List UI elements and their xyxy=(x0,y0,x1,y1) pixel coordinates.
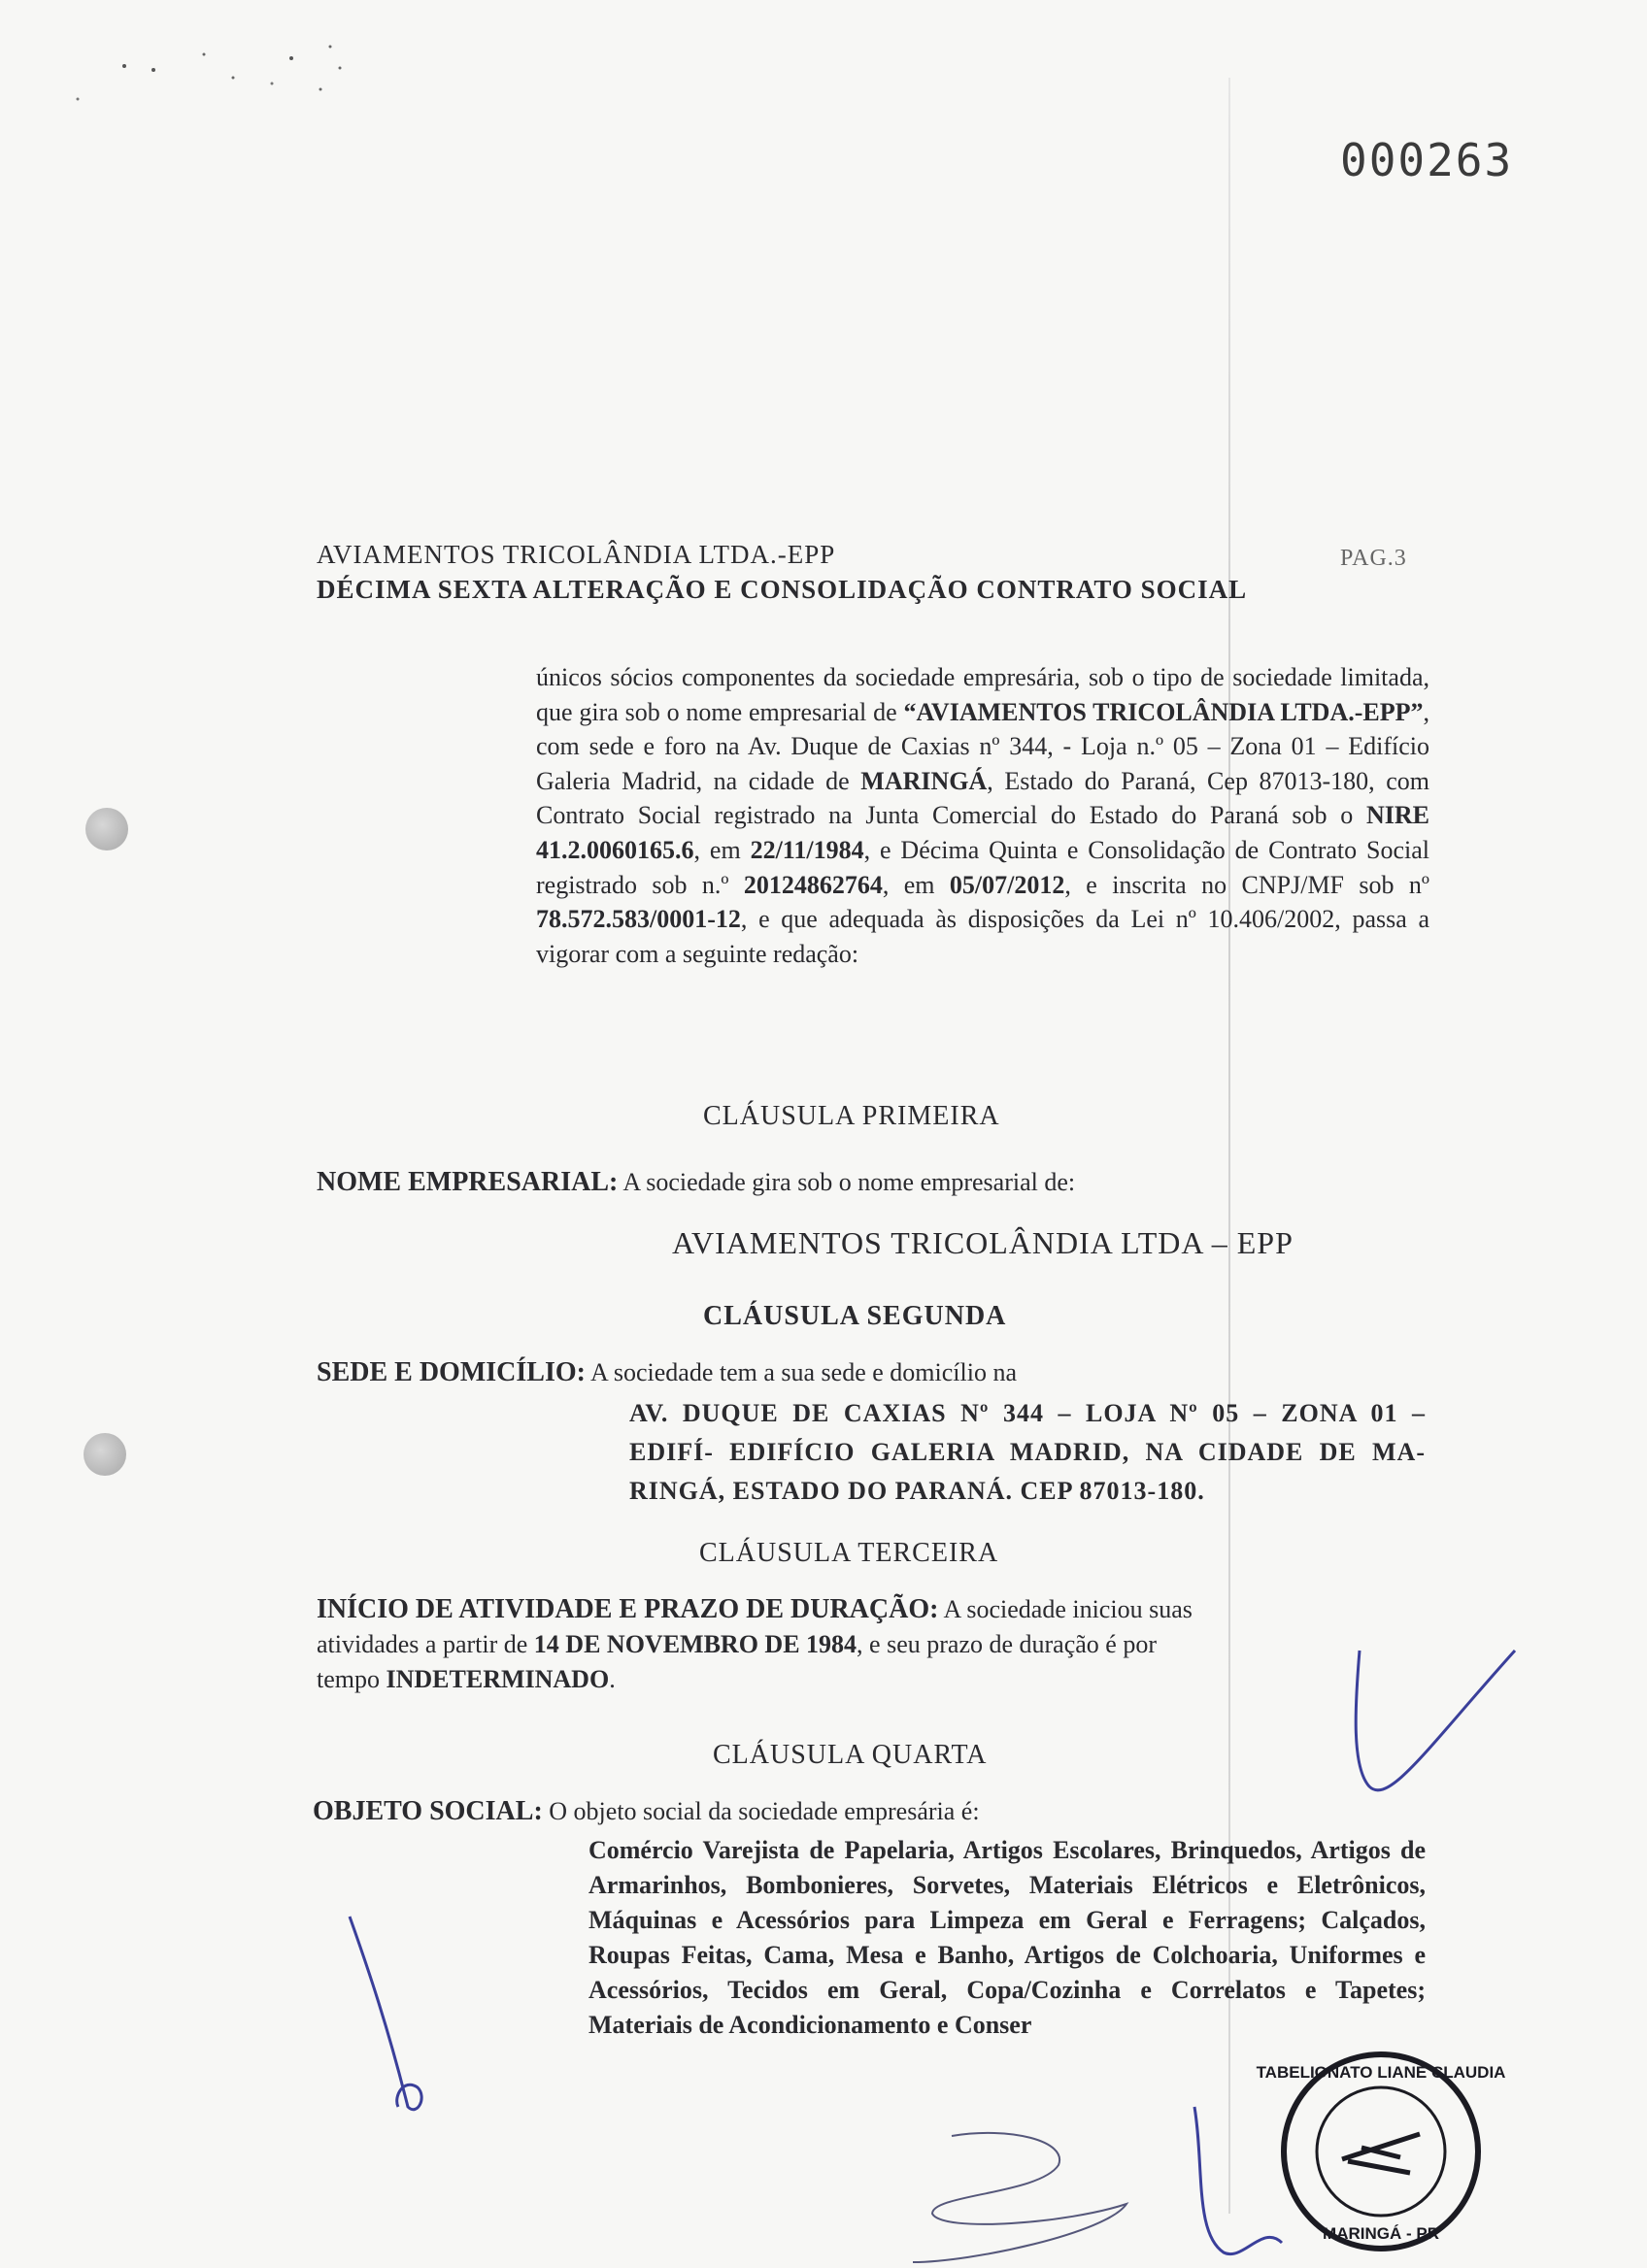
clause-2-title: CLÁUSULA SEGUNDA xyxy=(703,1301,1007,1331)
signature-scribble xyxy=(913,2133,1126,2262)
intro-text: , e que adequada às disposições da Lei nº 10.406/2002, passa a vigorar com a seguinte redação: xyxy=(536,905,1429,968)
intro-text: únicos sócios componentes da sociedade empresária, sob o tipo de sociedade limitada, que gira sob o nome empresarial de xyxy=(536,663,1429,726)
clause-4-title: CLÁUSULA QUARTA xyxy=(713,1740,988,1770)
page-number: PAG.3 xyxy=(1340,546,1407,571)
nire-date: 22/11/1984 xyxy=(750,835,864,864)
company-quoted: “AVIAMENTOS TRICOLÂNDIA LTDA.-EPP” xyxy=(903,697,1424,726)
stamp-bottom-text: MARINGÁ - PR xyxy=(1323,2224,1439,2243)
clause-2-address: AV. DUQUE DE CAXIAS Nº 344 – LOJA Nº 05 – ZONA 01 – EDIFÍ- EDIFÍCIO GALERIA MADRID, NA CIDADE DE MA- RINGÁ, ESTADO DO PARANÁ. CEP 87013-180. xyxy=(629,1399,1426,1505)
clause-3-text: . xyxy=(609,1665,616,1693)
company-name: AVIAMENTOS TRICOLÂNDIA LTDA – EPP xyxy=(672,1225,1294,1260)
start-date: 14 DE NOVEMBRO DE 1984 xyxy=(533,1630,857,1658)
intro-text: , Estado do Paraná, Cep 87013-180, com Contrato Social registrado na Junta Comercial do Estado do Paraná sob o xyxy=(536,766,1429,830)
intro-text: , e inscrita no CNPJ/MF sob nº xyxy=(1064,870,1429,899)
clause-3-text: tempo xyxy=(317,1665,387,1693)
registration-number: 20124862764 xyxy=(743,870,883,899)
clause-3-title: CLÁUSULA TERCEIRA xyxy=(699,1538,999,1568)
term-duration: INDETERMINADO xyxy=(386,1665,610,1693)
clause-4-text: O objeto social da sociedade empresária é: xyxy=(549,1797,980,1825)
header-company: AVIAMENTOS TRICOLÂNDIA LTDA.-EPP xyxy=(317,540,836,569)
notary-stamp xyxy=(1257,2054,1506,2249)
cnpj-number: 78.572.583/0001-12 xyxy=(536,905,741,934)
clause-2-label: SEDE E DOMICÍLIO: xyxy=(317,1357,586,1387)
header-title: DÉCIMA SEXTA ALTERAÇÃO E CONSOLIDAÇÃO CONTRATO SOCIAL xyxy=(317,575,1248,604)
stamp-top-text: TABELIONATO LIANE CLAUDIA xyxy=(1256,2063,1506,2082)
clause-4-label: OBJETO SOCIAL: xyxy=(313,1796,543,1826)
clause-4-activities: Comércio Varejista de Papelaria, Artigos Escolares, Brinquedos, Artigos de Armarinhos, Bombonieres, Sorvetes, Materiais Elétricos e Eletrônicos, Máquinas e Acessórios para Limpeza em Geral e Ferragens; Calçados, Roupas Feitas, Cama, Mesa e Banho, Artigos de Colchoaria, Uniformes e Acessórios, Tecidos em Geral, Copa/Cozinha e Correlatos e Tapetes; Materiais de Acondicionamento e Conser xyxy=(588,1836,1426,2039)
clause-3-text: atividades a partir de xyxy=(317,1630,534,1658)
clause-2-text: A sociedade tem a sua sede e domicílio na xyxy=(590,1358,1017,1386)
clause-3-label: INÍCIO DE ATIVIDADE E PRAZO DE DURAÇÃO: xyxy=(317,1594,939,1624)
intro-text: , em xyxy=(882,870,950,899)
intro-text: , em xyxy=(693,835,751,864)
clause-3-text: , e seu prazo de duração é por xyxy=(857,1630,1157,1658)
city-name: MARINGÁ xyxy=(860,766,988,795)
clause-3-text: A sociedade iniciou suas xyxy=(943,1595,1193,1623)
signature-scribble-2 xyxy=(1194,2107,1282,2254)
clause-1-label: NOME EMPRESARIAL: xyxy=(317,1167,619,1197)
pen-tick-left xyxy=(350,1917,421,2110)
intro-text: , e Décima Quinta e Consolidação de Contrato Social registrado sob n.º xyxy=(536,835,1429,899)
pen-check-mark xyxy=(1356,1651,1515,1790)
clause-1-title: CLÁUSULA PRIMEIRA xyxy=(703,1101,1000,1131)
nire-number: NIRE 41.2.0060165.6 xyxy=(536,801,1429,864)
clause-1-text: A sociedade gira sob o nome empresarial de: xyxy=(622,1168,1076,1196)
intro-text: , com sede e foro na Av. Duque de Caxias nº 344, - Loja n.º 05 – Zona 01 – Edifício Galeria Madrid, na cidade de xyxy=(536,697,1429,795)
document-number: 000263 xyxy=(1340,134,1514,186)
registration-date: 05/07/2012 xyxy=(949,870,1065,899)
